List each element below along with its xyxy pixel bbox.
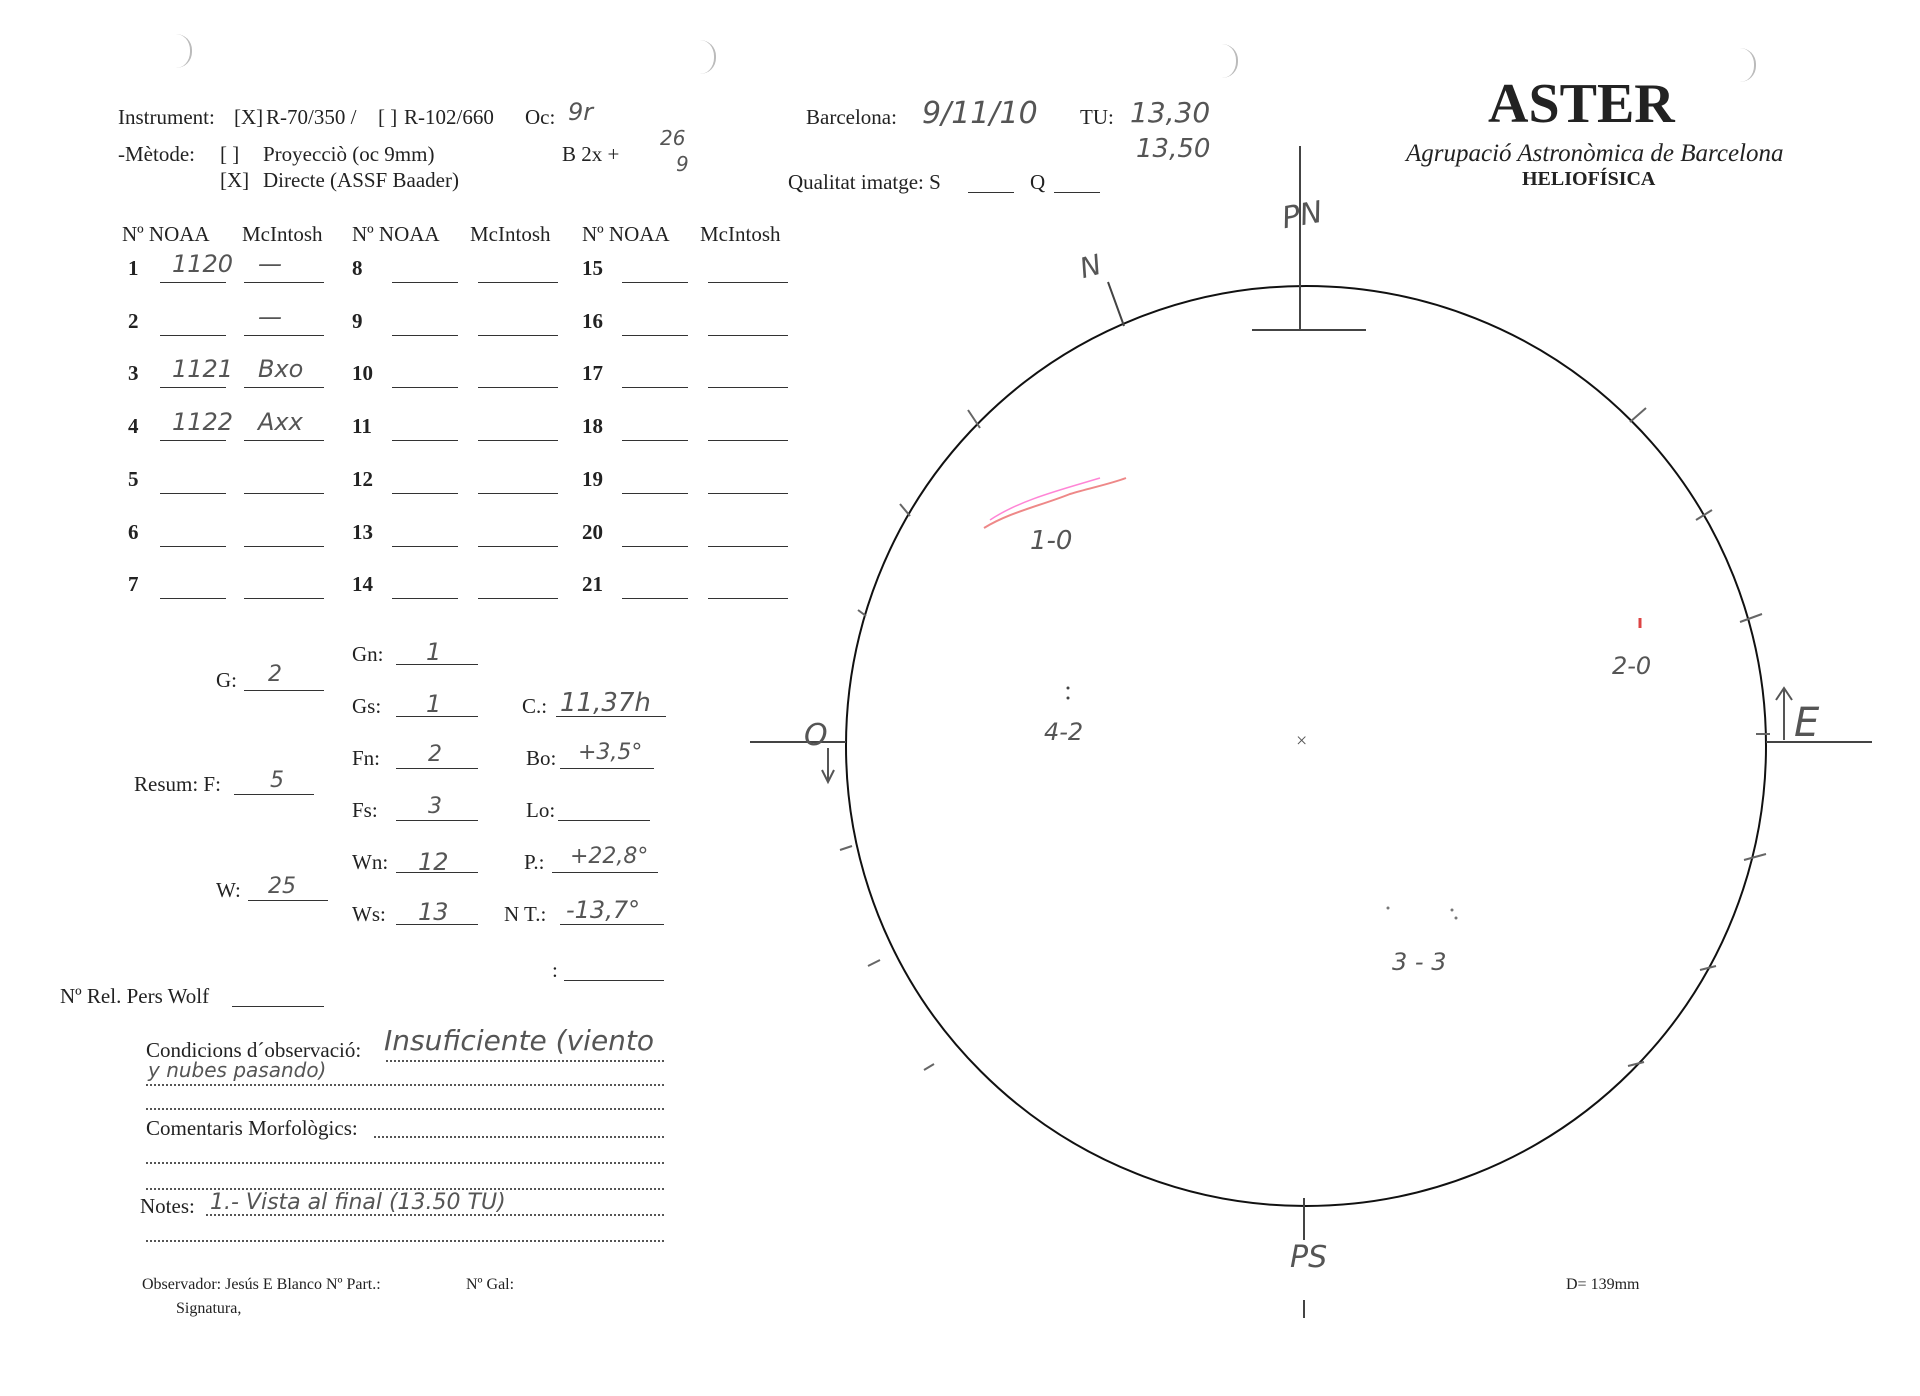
group-2-label: 2-0 [1612, 652, 1652, 680]
instrument-opt2-checkbox[interactable]: [ ] [378, 105, 398, 129]
conditions-value-1: Insuficiente (viento [384, 1024, 655, 1057]
metode-opt1-checkbox[interactable]: [ ] [220, 142, 240, 166]
tu-label: TU: [1080, 105, 1114, 129]
ws-label: Ws: [352, 902, 386, 926]
fn-value: 2 [428, 742, 442, 767]
p-value: +22,8° [570, 844, 649, 869]
row-number: 14 [352, 572, 373, 596]
quality-q-label: Q [1030, 170, 1046, 194]
col-header-noaa-1: Nº NOAA [122, 222, 210, 246]
gs-label: Gs: [352, 694, 382, 718]
mcintosh-value: Axx [258, 408, 303, 436]
noaa-value: 1120 [172, 250, 234, 278]
n-label: N [1076, 247, 1105, 286]
extra-colon: : [552, 958, 558, 982]
row-number: 2 [128, 309, 139, 333]
comments-label: Comentaris Morfològics: [146, 1116, 358, 1140]
c-value: 11,37h [560, 688, 651, 718]
wn-label: Wn: [352, 850, 389, 874]
col-header-mcintosh-2: McIntosh [470, 222, 551, 246]
wn-value: 12 [418, 848, 449, 876]
group-4-label: 4-2 [1044, 718, 1084, 746]
row-number: 1 [128, 256, 139, 280]
metode-opt1: Proyecciò (oc 9mm) [263, 142, 435, 166]
o-label: O [804, 718, 828, 753]
instrument-label: Instrument: [118, 105, 215, 129]
brand-subtitle: Agrupació Astronòmica de Barcelona [1406, 140, 1784, 167]
date-value: 9/11/10 [922, 96, 1038, 131]
observer-text: Observador: Jesús E Blanco Nº Part.: [142, 1276, 381, 1293]
instrument-opt1-checkbox[interactable]: [X] [234, 105, 264, 129]
row-number: 5 [128, 467, 139, 491]
col-header-noaa-3: Nº NOAA [582, 222, 670, 246]
mcintosh-value: — [258, 303, 282, 331]
metode-opt2-checkbox[interactable]: [X] [220, 168, 250, 192]
wolf-label: Nº Rel. Pers Wolf [60, 984, 210, 1008]
row-number: 6 [128, 520, 139, 544]
fn-label: Fn: [352, 746, 381, 770]
metode-label: -Mètode: [118, 142, 195, 166]
signature-label: Signatura, [176, 1300, 242, 1317]
notes-label: Notes: [140, 1194, 195, 1218]
col-header-noaa-2: Nº NOAA [352, 222, 440, 246]
diameter-label: D= 139mm [1566, 1276, 1640, 1293]
p-label: P.: [524, 850, 545, 874]
gal-label: Nº Gal: [466, 1276, 515, 1293]
col-header-mcintosh-3: McIntosh [700, 222, 781, 246]
row-number: 21 [582, 572, 603, 596]
row-number: 4 [128, 414, 139, 438]
ps-label: PS [1290, 1240, 1328, 1275]
red-scribble [984, 478, 1126, 528]
row-number: 11 [352, 414, 372, 438]
c-label: C.: [522, 694, 548, 718]
ws-value: 13 [418, 898, 449, 926]
w-label: W: [216, 878, 241, 902]
f-value: 5 [270, 768, 284, 793]
g-value: 2 [268, 662, 282, 687]
col-header-mcintosh-1: McIntosh [242, 222, 323, 246]
bo-value: +3,5° [578, 740, 643, 765]
gn-value: 1 [426, 638, 442, 666]
instrument-opt2: R-102/660 [404, 105, 494, 129]
row-number: 7 [128, 572, 139, 596]
group-3-label: 3 - 3 [1392, 948, 1447, 976]
gs-value: 1 [426, 690, 442, 718]
fs-value: 3 [428, 794, 442, 819]
nt-value: -13,7° [566, 896, 641, 924]
b-bottom-value: 9 [676, 152, 689, 176]
gn-label: Gn: [352, 642, 384, 666]
oc-label: Oc: [525, 105, 556, 129]
row-number: 20 [582, 520, 603, 544]
row-number: 3 [128, 361, 139, 385]
bo-label: Bo: [526, 746, 557, 770]
row-number: 17 [582, 361, 603, 385]
row-number: 8 [352, 256, 363, 280]
row-number: 18 [582, 414, 603, 438]
mcintosh-value: — [258, 250, 282, 278]
pn-label: PN [1279, 194, 1326, 237]
brand-name: ASTER [1488, 73, 1675, 135]
sunspot-dot [1387, 907, 1390, 910]
group-1-label: 1-0 [1030, 526, 1073, 556]
sunspot-dot [1067, 687, 1070, 690]
metode-opt2: Directe (ASSF Baader) [263, 168, 459, 192]
conditions-label: Condicions d´observació: [146, 1038, 362, 1062]
disk-center-mark: × [1296, 730, 1308, 752]
row-number: 15 [582, 256, 603, 280]
noaa-value: 1121 [172, 355, 234, 383]
lo-label: Lo: [526, 798, 556, 822]
sunspot-dot [1451, 909, 1454, 912]
quality-label: Qualitat imatge: S [788, 170, 941, 194]
north-pointer [1108, 282, 1124, 326]
oc-value: 9r [568, 98, 594, 126]
city-label: Barcelona: [806, 105, 897, 129]
row-number: 12 [352, 467, 373, 491]
row-number: 9 [352, 309, 363, 333]
conditions-value-2: y nubes pasando) [148, 1058, 327, 1082]
tu-value-2: 13,50 [1136, 134, 1211, 164]
b-label: B 2x + [562, 142, 620, 166]
row-number: 10 [352, 361, 373, 385]
sunspot-dot [1455, 917, 1458, 920]
notes-value: 1.- Vista al final (13.50 TU) [210, 1190, 506, 1215]
b-top-value: 26 [660, 126, 686, 150]
instrument-opt1: R-70/350 / [266, 105, 357, 129]
row-number: 19 [582, 467, 603, 491]
row-number: 16 [582, 309, 603, 333]
brand-section: HELIOFÍSICA [1522, 168, 1656, 190]
nt-label: N T.: [504, 902, 547, 926]
row-number: 13 [352, 520, 373, 544]
mcintosh-value: Bxo [258, 355, 304, 383]
resum-label: Resum: F: [134, 772, 221, 796]
e-label: E [1794, 700, 1820, 746]
red-scribble-2 [990, 478, 1100, 520]
g-label: G: [216, 668, 237, 692]
noaa-value: 1122 [172, 408, 234, 436]
sunspot-dot [1067, 697, 1070, 700]
w-value: 25 [268, 874, 296, 899]
fs-label: Fs: [352, 798, 378, 822]
tu-value-1: 13,30 [1130, 96, 1211, 129]
